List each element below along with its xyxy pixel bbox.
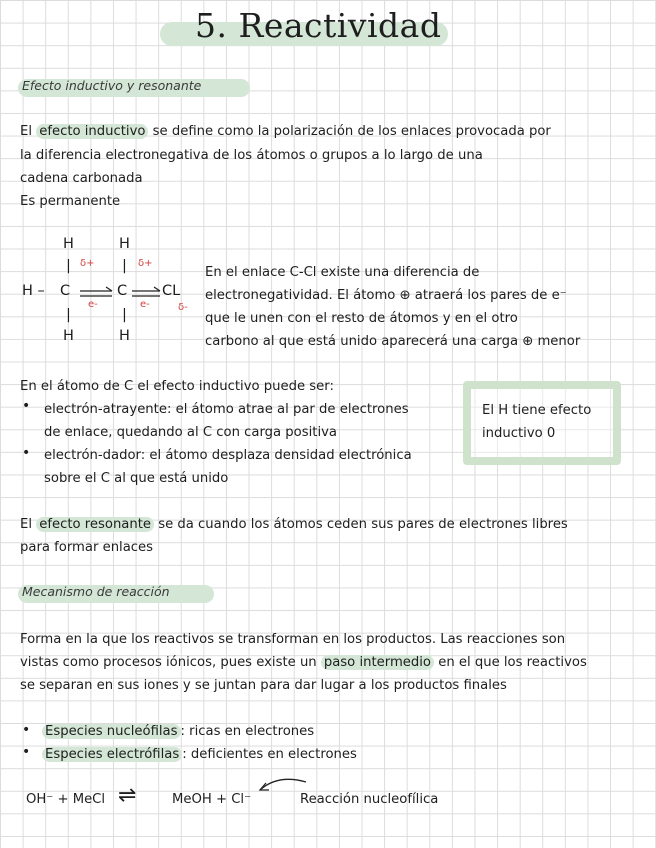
molecule-text: electronegatividad. El átomo ⊕ atraerá los pares de e⁻	[205, 288, 567, 303]
text: se da cuando los átomos ceden sus pares de electrones libres	[154, 517, 568, 532]
delta-plus: δ+	[138, 258, 153, 269]
highlight-term: efecto inductivo	[36, 124, 148, 139]
list-item	[42, 744, 357, 767]
text: : deficientes en electrones	[182, 747, 357, 762]
reaction-reactants: OH⁻ + MeCl	[26, 792, 106, 807]
text: El	[20, 124, 37, 139]
delta-plus: δ+	[80, 258, 95, 269]
paragraph-line: para formar enlaces	[20, 540, 154, 555]
highlight-term: efecto resonante	[36, 517, 154, 532]
atom-h: H	[119, 328, 130, 344]
paragraph-line: En el átomo de C el efecto inductivo puede ser:	[20, 379, 334, 394]
paragraph-line: Forma en la que los reactivos se transforman en los productos. Las reacciones son	[20, 632, 566, 647]
list-item: de enlace, quedando al C con carga positiva	[44, 425, 337, 440]
equilibrium-arrow-icon: ⇌	[118, 783, 137, 808]
text: se define como la polarización de los enlaces provocada por	[148, 124, 551, 139]
section-heading-inductive: Efecto inductivo y resonante	[22, 78, 202, 93]
bullet: •	[22, 445, 31, 461]
atom-h: H	[63, 236, 74, 252]
molecule-text: que le unen con el resto de átomos y en el otro	[205, 311, 518, 326]
paragraph-line	[20, 514, 568, 537]
paragraph-line	[20, 652, 587, 675]
list-item: electrón-dador: el átomo desplaza densidad electrónica	[44, 448, 412, 463]
atom-h-left: H –	[22, 283, 45, 299]
reaction-label: Reacción nucleofílica	[300, 792, 439, 807]
atom-h: H	[22, 283, 33, 299]
highlight-term: paso intermedio	[321, 655, 434, 670]
note-text: inductivo 0	[482, 426, 556, 441]
atom-c-label: C	[117, 283, 128, 299]
bullet: •	[22, 398, 31, 414]
paragraph-line: la diferencia electronegativa de los átomos o grupos a lo largo de una	[20, 148, 483, 163]
list-item: sobre el C al que está unido	[44, 471, 229, 486]
bullet: •	[22, 722, 31, 738]
atom-h: H	[63, 328, 74, 344]
paragraph-line: cadena carbonada	[20, 171, 143, 186]
atom-h: H	[119, 236, 130, 252]
paragraph-line	[20, 121, 551, 144]
bond-vertical: |	[66, 258, 71, 274]
list-item	[42, 721, 314, 744]
electron-label: e-	[88, 299, 98, 310]
bond-vertical: |	[122, 307, 127, 323]
delta-minus: δ-	[178, 302, 188, 313]
list-item: electrón-atrayente: el átomo atrae al par de electrones	[44, 402, 409, 417]
reaction-products: MeOH + Cl⁻	[172, 792, 252, 807]
atom-c-label: C	[60, 283, 71, 299]
atom-cl: CL	[162, 283, 181, 299]
molecule-text: En el enlace C-Cl existe una diferencia de	[205, 265, 480, 280]
note-text: El H tiene efecto	[482, 403, 592, 418]
highlight-term: Especies electrófilas	[42, 747, 182, 762]
molecule-text: carbono al que está unido aparecerá una carga ⊕ menor	[205, 334, 581, 349]
bullet: •	[22, 744, 31, 760]
bond-vertical: |	[122, 258, 127, 274]
atom-c	[60, 283, 70, 299]
text: El	[20, 517, 37, 532]
section-heading-mechanism: Mecanismo de reacción	[22, 584, 170, 599]
paragraph-line: Es permanente	[20, 194, 121, 209]
bond-vertical: |	[66, 307, 71, 323]
text: vistas como procesos iónicos, pues existe un	[20, 655, 321, 670]
page-title: 5. Reactividad	[195, 6, 442, 45]
text: : ricas en electrones	[180, 724, 315, 739]
paragraph-line: se separan en sus iones y se juntan para dar lugar a los productos finales	[20, 678, 507, 693]
electron-label: e-	[140, 299, 150, 310]
text: en el que los reactivos	[434, 655, 587, 670]
highlight-term: Especies nucleófilas	[42, 724, 181, 739]
